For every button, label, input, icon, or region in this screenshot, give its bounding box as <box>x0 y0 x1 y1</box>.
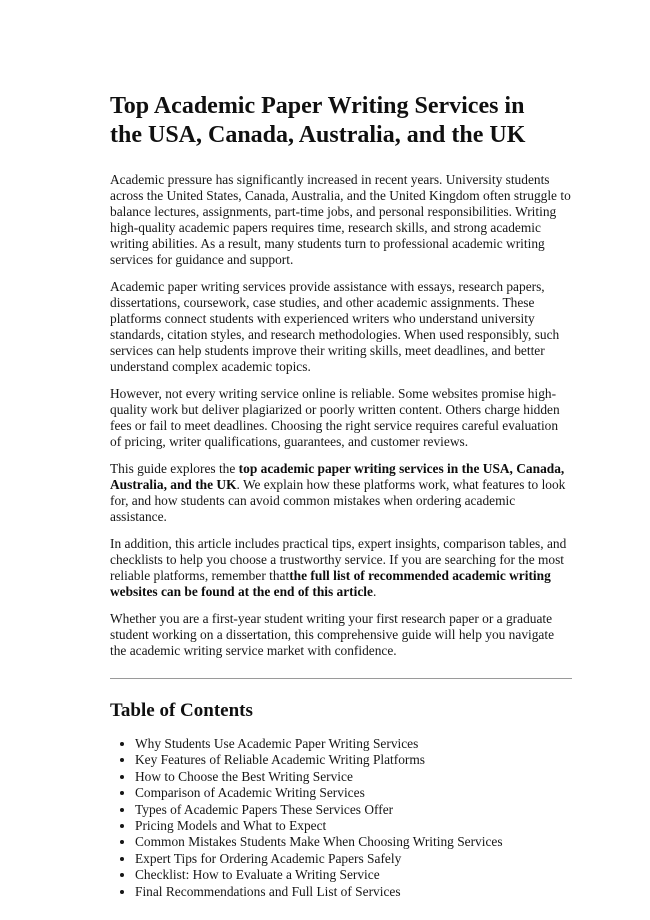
toc-item: • Comparison of Academic Writing Services <box>135 785 572 801</box>
paragraph <box>110 611 572 659</box>
toc-item: • Why Students Use Academic Paper Writing Services <box>135 736 572 752</box>
article-body <box>110 172 572 659</box>
paragraph-text-run: Academic paper writing services provide assistance with essays, research papers, dissertations, coursework, case studies, and other academic assignments. These platforms connect students with experienced writers who understand university standards, citation styles, and research methodologies. When used responsibly, such services can help students improve their writing skills, meet deadlines, and better understand complex academic topics. <box>110 279 560 374</box>
toc-item: • Expert Tips for Ordering Academic Papers Safely <box>135 851 572 867</box>
paragraph <box>110 386 572 450</box>
article-title <box>110 92 572 150</box>
toc-item: • Pricing Models and What to Expect <box>135 818 572 834</box>
paragraph-text-run: Whether you are a first-year student writing your first research paper or a graduate student working on a dissertation, this comprehensive guide will help you navigate the academic writing service market with confidence. <box>110 611 555 658</box>
paragraph-text-run: . We explain how these platforms work, what features to look for, and how students can avoid common mistakes when ordering academic assistance. <box>110 477 566 524</box>
paragraph-bold-run: top academic paper writing services in the USA, Canada, Australia, and the UK <box>110 461 565 492</box>
paragraph-text-run: This guide explores the <box>110 461 239 476</box>
toc-item: • Final Recommendations and Full List of Services <box>135 884 572 900</box>
paragraph <box>110 461 572 525</box>
paragraph-bold-run: the full list of recommended academic writing websites can be found at the end of this article <box>110 568 551 599</box>
toc-item: • Types of Academic Papers These Services Offer <box>135 802 572 818</box>
paragraph <box>110 172 572 268</box>
title-line-1: Top Academic Paper Writing Services in <box>110 93 525 119</box>
toc-item: • Common Mistakes Students Make When Choosing Writing Services <box>135 834 572 850</box>
toc-list <box>110 736 572 900</box>
toc-heading: Table of Contents <box>110 700 253 721</box>
section-divider <box>110 678 572 679</box>
paragraph <box>110 279 572 375</box>
toc-item: • Key Features of Reliable Academic Writing Platforms <box>135 752 572 768</box>
toc-item: • Checklist: How to Evaluate a Writing Service <box>135 867 572 883</box>
paragraph <box>110 536 572 600</box>
paragraph-text-run: . <box>372 584 377 599</box>
paragraph-text-run: Academic pressure has significantly increased in recent years. University students across the United States, Canada, Australia, and the United Kingdom often struggle to balance lectures, assignments, part-time jobs, and personal responsibilities. Writing high-quality academic papers requires time, research skills, and strong academic writing abilities. As a result, many students turn to professional academic writing services for guidance and support. <box>110 172 571 267</box>
toc-item: • How to Choose the Best Writing Service <box>135 769 572 785</box>
paragraph-text-run: In addition, this article includes practical tips, expert insights, comparison tables, and checklists to help you choose a trustworthy service. If you are searching for the most reliable platforms, remember that <box>110 536 567 583</box>
title-line-2: the USA, Canada, Australia, and the UK <box>110 122 526 148</box>
paragraph-text-run: However, not every writing service online is reliable. Some websites promise high-quality work but deliver plagiarized or poorly written content. Others charge hidden fees or fail to meet deadlines. Choosing the right service requires careful evaluation of pricing, writer qualifications, guarantees, and customer reviews. <box>110 386 560 449</box>
